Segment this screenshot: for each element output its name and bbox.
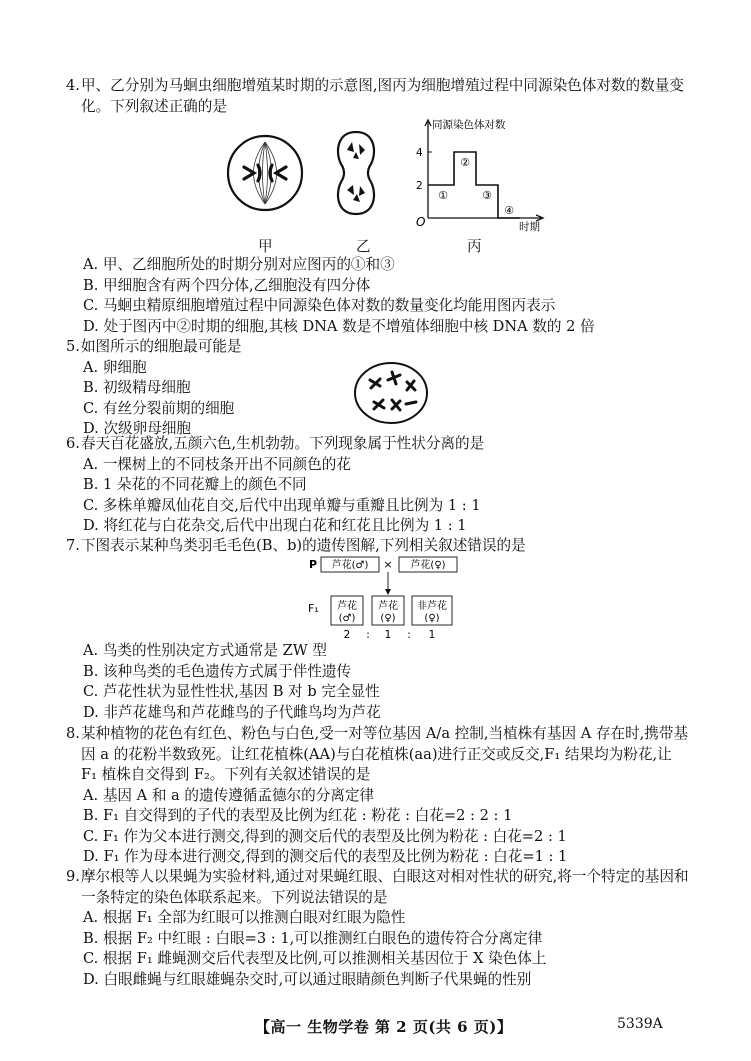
question-7 (66, 536, 692, 557)
svg-text:(♀): (♀) (424, 613, 440, 624)
y-tick-label: 4 (416, 147, 423, 159)
figure-bing-chart (412, 116, 548, 234)
question-stem (66, 536, 692, 557)
svg-text:(♀): (♀) (380, 613, 396, 624)
option-b[interactable]: B. 甲细胞含有两个四分体,乙细胞没有四分体 (83, 276, 371, 294)
svg-text:芦花: 芦花 (337, 601, 357, 612)
ratio-1b: 1 (428, 629, 436, 641)
question-number: 9. (66, 868, 80, 885)
ratio-sep-1: : (366, 629, 370, 641)
parent-male-label: 芦花(♂) (331, 560, 369, 571)
offspring-male (331, 596, 363, 625)
option-d[interactable]: D. 非芦花雄鸟和芦花雌鸟的子代雌鸟均为芦花 (83, 703, 381, 721)
question-text: 甲、乙分别为马蛔虫细胞增殖某时期的示意图,图丙为细胞增殖过程中同源染色体对数的数量变化。下列叙述正确的是 (80, 77, 684, 115)
question-6 (66, 434, 692, 537)
option-c[interactable]: C. F₁ 作为父本进行测交,得到的测交后代的表型及比例为粉花 : 白花=2 : 1 (83, 827, 567, 845)
question-stem (66, 724, 692, 786)
x-axis-label: 时期 (519, 221, 540, 233)
option-b[interactable]: B. F₁ 自交得到的子代的表型及比例为红花 : 粉花 : 白花=2 : 2 : 1 (83, 807, 513, 824)
option-a[interactable]: A. 根据 F₁ 全部为红眼可以推测白眼对红眼为隐性 (83, 909, 406, 926)
caption-yi: 乙 (356, 238, 371, 255)
option-c[interactable]: C. 有丝分裂前期的细胞 (83, 399, 235, 417)
stage-label: ① (438, 189, 448, 202)
footer-page-info: 【高一 生物学卷 第 2 页(共 6 页)】 (255, 1018, 513, 1036)
ratio-2: 2 (343, 629, 351, 641)
caption-jia: 甲 (258, 238, 273, 255)
question-text: 某种植物的花色有红色、粉色与白色,受一对等位基因 A/a 控制,当植株有基因 A 存在时,携带基因 a 的花粉半数致死。让红花植株(AA)与白花植株(aa)进行正交或反交,F₁ 结果均为粉花,让 F₁ 植株自交得到 F₂。下列有关叙述错误的是 (80, 725, 689, 783)
figure-jia-cell (222, 134, 308, 212)
svg-text:(♂): (♂) (338, 613, 356, 624)
question-number: 5. (66, 338, 80, 355)
question-stem (66, 867, 692, 908)
footer-exam-code: 5339A (617, 1016, 663, 1032)
question-4 (66, 76, 692, 117)
y-axis-label: 同源染色体对数 (432, 119, 506, 131)
figure-cross-diagram (306, 555, 466, 641)
option-c[interactable]: C. 根据 F₁ 雌蝇测交后代表型及比例,可以推测相关基因位于 X 染色体上 (83, 950, 547, 967)
option-b[interactable]: B. 初级精母细胞 (83, 379, 191, 396)
option-d[interactable]: D. 次级卵母细胞 (83, 420, 192, 437)
svg-text:芦花: 芦花 (378, 601, 398, 612)
ratio-1a: 1 (384, 629, 392, 641)
question-text: 春天百花盛放,五颜六色,生机勃勃。下列现象属于性状分离的是 (80, 435, 485, 452)
option-c[interactable]: C. 马蛔虫精原细胞增殖过程中同源染色体对数的数量变化均能用图丙表示 (83, 297, 556, 314)
question-4-options (66, 255, 692, 337)
question-number: 6. (66, 435, 80, 452)
question-8 (66, 724, 692, 868)
figure-yi-cell (333, 128, 379, 218)
option-a[interactable]: A. 一棵树上的不同枝条开出不同颜色的花 (83, 455, 351, 473)
figure-q5-cell (352, 360, 430, 426)
page-footer (0, 1016, 751, 1040)
option-a[interactable]: A. 基因 A 和 a 的遗传遵循孟德尔的分离定律 (83, 786, 375, 804)
origin-label: O (416, 215, 426, 229)
question-text: 如图所示的细胞最可能是 (80, 338, 242, 355)
y-tick-label: 2 (416, 180, 423, 192)
question-stem (66, 76, 692, 117)
question-number: 4. (66, 77, 80, 94)
question-text: 摩尔根等人以果蝇为实验材料,通过对果蝇红眼、白眼这对相对性状的研究,将一个特定的基因和一条特定的染色体联系起来。下列说法错误的是 (80, 868, 689, 906)
option-a[interactable]: A. 甲、乙细胞所处的时期分别对应图丙的①和③ (83, 256, 395, 273)
caption-bing: 丙 (467, 238, 482, 255)
question-number: 7. (66, 537, 80, 554)
cross-sign: × (383, 558, 393, 571)
question-number: 8. (66, 725, 80, 742)
cross-arrow-head (385, 589, 391, 595)
question-stem (66, 337, 692, 358)
ratio-sep-2: : (407, 629, 411, 641)
offspring-female-nonbarred (412, 596, 452, 625)
option-c[interactable]: C. 多株单瓣凤仙花自交,后代中出现单瓣与重瓣且比例为 1 : 1 (83, 496, 481, 514)
option-d[interactable]: D. 处于图丙中②时期的细胞,其核 DNA 数是不增殖体细胞中核 DNA 数的 2 倍 (83, 317, 595, 335)
stage-label: ② (460, 156, 470, 169)
option-b[interactable]: B. 1 朵花的不同花瓣上的颜色不同 (83, 476, 307, 493)
f1-generation-label: F₁ (308, 602, 319, 615)
option-a[interactable]: A. 卵细胞 (83, 358, 147, 376)
parent-female-label: 芦花(♀) (410, 560, 446, 571)
question-7-options (66, 641, 692, 723)
stage-label: ③ (482, 189, 492, 202)
option-d[interactable]: D. F₁ 作为母本进行测交,得到的测交后代的表型及比例为粉花 : 白花=1 : 1 (83, 848, 568, 865)
option-b[interactable]: B. 根据 F₂ 中红眼 : 白眼=3 : 1,可以推测红白眼色的遗传符合分离定律 (83, 929, 543, 947)
offspring-female-barred (372, 596, 404, 625)
stage-label: ④ (504, 204, 514, 217)
question-9 (66, 867, 692, 990)
option-b[interactable]: B. 该种鸟类的毛色遗传方式属于伴性遗传 (83, 662, 352, 680)
question-stem (66, 434, 692, 455)
option-a[interactable]: A. 鸟类的性别决定方式通常是 ZW 型 (83, 642, 327, 659)
p-generation-label: P (309, 558, 318, 571)
option-c[interactable]: C. 芦花性状为显性性状,基因 B 对 b 完全显性 (83, 683, 380, 700)
svg-text:非芦花: 非芦花 (417, 601, 447, 612)
question-text: 下图表示某种鸟类羽毛毛色(B、b)的遗传图解,下列相关叙述错误的是 (80, 537, 526, 554)
option-d[interactable]: D. 白眼雌蝇与红眼雄蝇杂交时,可以通过眼睛颜色判断子代果蝇的性别 (83, 970, 532, 988)
option-d[interactable]: D. 将红花与白花杂交,后代中出现白花和红花且比例为 1 : 1 (83, 517, 467, 534)
